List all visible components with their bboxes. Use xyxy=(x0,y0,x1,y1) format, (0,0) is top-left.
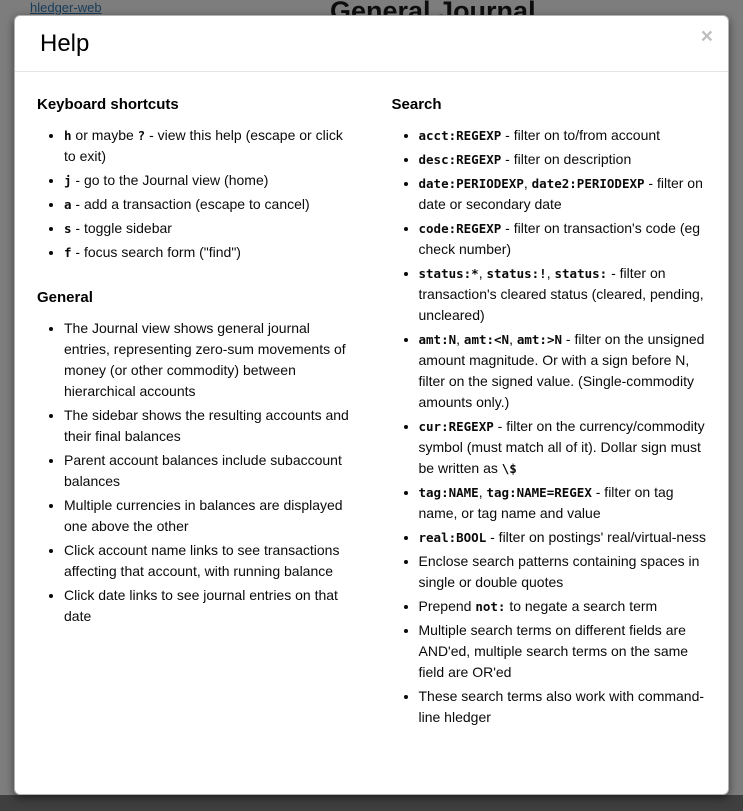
code-term: h xyxy=(64,127,72,143)
code-term: s xyxy=(64,220,72,236)
code-term: tag:NAME xyxy=(418,484,479,500)
list-item: • Click account name links to see transactions affecting that account, with running balance xyxy=(64,540,352,582)
list-item: • These search terms also work with command-line hledger xyxy=(419,686,707,728)
code-term: date2:PERIODEXP xyxy=(531,175,645,191)
code-term: amt:N xyxy=(418,331,457,347)
code-term: f xyxy=(64,244,72,260)
section-list xyxy=(37,318,352,627)
list-item: • Multiple currencies in balances are displayed one above the other xyxy=(64,495,352,537)
section-list xyxy=(392,125,707,728)
list-item: • desc:REGEXP - filter on description xyxy=(419,149,707,170)
code-term: j xyxy=(64,172,72,188)
list-item: • tag:NAME, tag:NAME=REGEX - filter on tag name, or tag name and value xyxy=(419,482,707,524)
modal-title: Help xyxy=(40,30,90,57)
list-item: • The Journal view shows general journal entries, representing zero-sum movements of money (or other commodity) between hierarchical accounts xyxy=(64,318,352,402)
code-term: amt:>N xyxy=(516,331,563,347)
code-term: not: xyxy=(475,598,506,614)
list-item: • acct:REGEXP - filter on to/from account xyxy=(419,125,707,146)
list-item: • status:*, status:!, status: - filter on transaction's cleared status (cleared, pending, uncleared) xyxy=(419,263,707,326)
modal-header xyxy=(15,16,728,72)
list-item: • real:BOOL - filter on postings' real/virtual-ness xyxy=(419,527,707,548)
section-heading: Search xyxy=(391,95,442,113)
list-item: • The sidebar shows the resulting accounts and their final balances xyxy=(64,405,352,447)
list-item: • amt:N, amt:<N, amt:>N - filter on the unsigned amount magnitude. Or with a sign before N, filter on the signed value. (Single-commodity amounts only.) xyxy=(419,329,707,413)
code-term: desc:REGEXP xyxy=(418,151,502,167)
help-column-left xyxy=(37,84,352,779)
code-term: amt:<N xyxy=(463,331,510,347)
help-modal xyxy=(14,15,729,795)
list-item: • Parent account balances include subaccount balances xyxy=(64,450,352,492)
list-item: • date:PERIODEXP, date2:PERIODEXP - filter on date or secondary date xyxy=(419,173,707,215)
list-item: • Multiple search terms on different fields are AND'ed, multiple search terms on the same field are OR'ed xyxy=(419,620,707,683)
list-item: • s - toggle sidebar xyxy=(64,218,352,239)
section-heading: General xyxy=(37,288,93,306)
code-term: status:! xyxy=(486,265,547,281)
code-term: code:REGEXP xyxy=(418,220,502,236)
list-item: • Prepend not: to negate a search term xyxy=(419,596,707,617)
code-term: acct:REGEXP xyxy=(418,127,502,143)
list-item: • cur:REGEXP - filter on the currency/commodity symbol (must match all of it). Dollar sign must be written as \$ xyxy=(419,416,707,479)
list-item: • Enclose search patterns containing spaces in single or double quotes xyxy=(419,551,707,593)
code-term: a xyxy=(64,196,72,212)
close-icon[interactable]: × xyxy=(700,25,713,48)
list-item: • h or maybe ? - view this help (escape or click to exit) xyxy=(64,125,352,167)
code-term: real:BOOL xyxy=(418,529,487,545)
modal-body xyxy=(15,72,728,794)
code-term: cur:REGEXP xyxy=(418,418,494,434)
section-list xyxy=(37,125,352,263)
help-column-right xyxy=(392,84,707,779)
code-term: ? xyxy=(137,127,146,143)
code-term: status: xyxy=(554,265,608,281)
code-term: \$ xyxy=(501,460,517,476)
section-heading: Keyboard shortcuts xyxy=(37,95,179,113)
code-term: tag:NAME=REGEX xyxy=(486,484,592,500)
list-item: • f - focus search form ("find") xyxy=(64,242,352,263)
list-item: • a - add a transaction (escape to cancel) xyxy=(64,194,352,215)
list-item: • code:REGEXP - filter on transaction's code (eg check number) xyxy=(419,218,707,260)
code-term: date:PERIODEXP xyxy=(418,175,524,191)
list-item: • Click date links to see journal entries on that date xyxy=(64,585,352,627)
list-item: • j - go to the Journal view (home) xyxy=(64,170,352,191)
code-term: status:* xyxy=(418,265,479,281)
